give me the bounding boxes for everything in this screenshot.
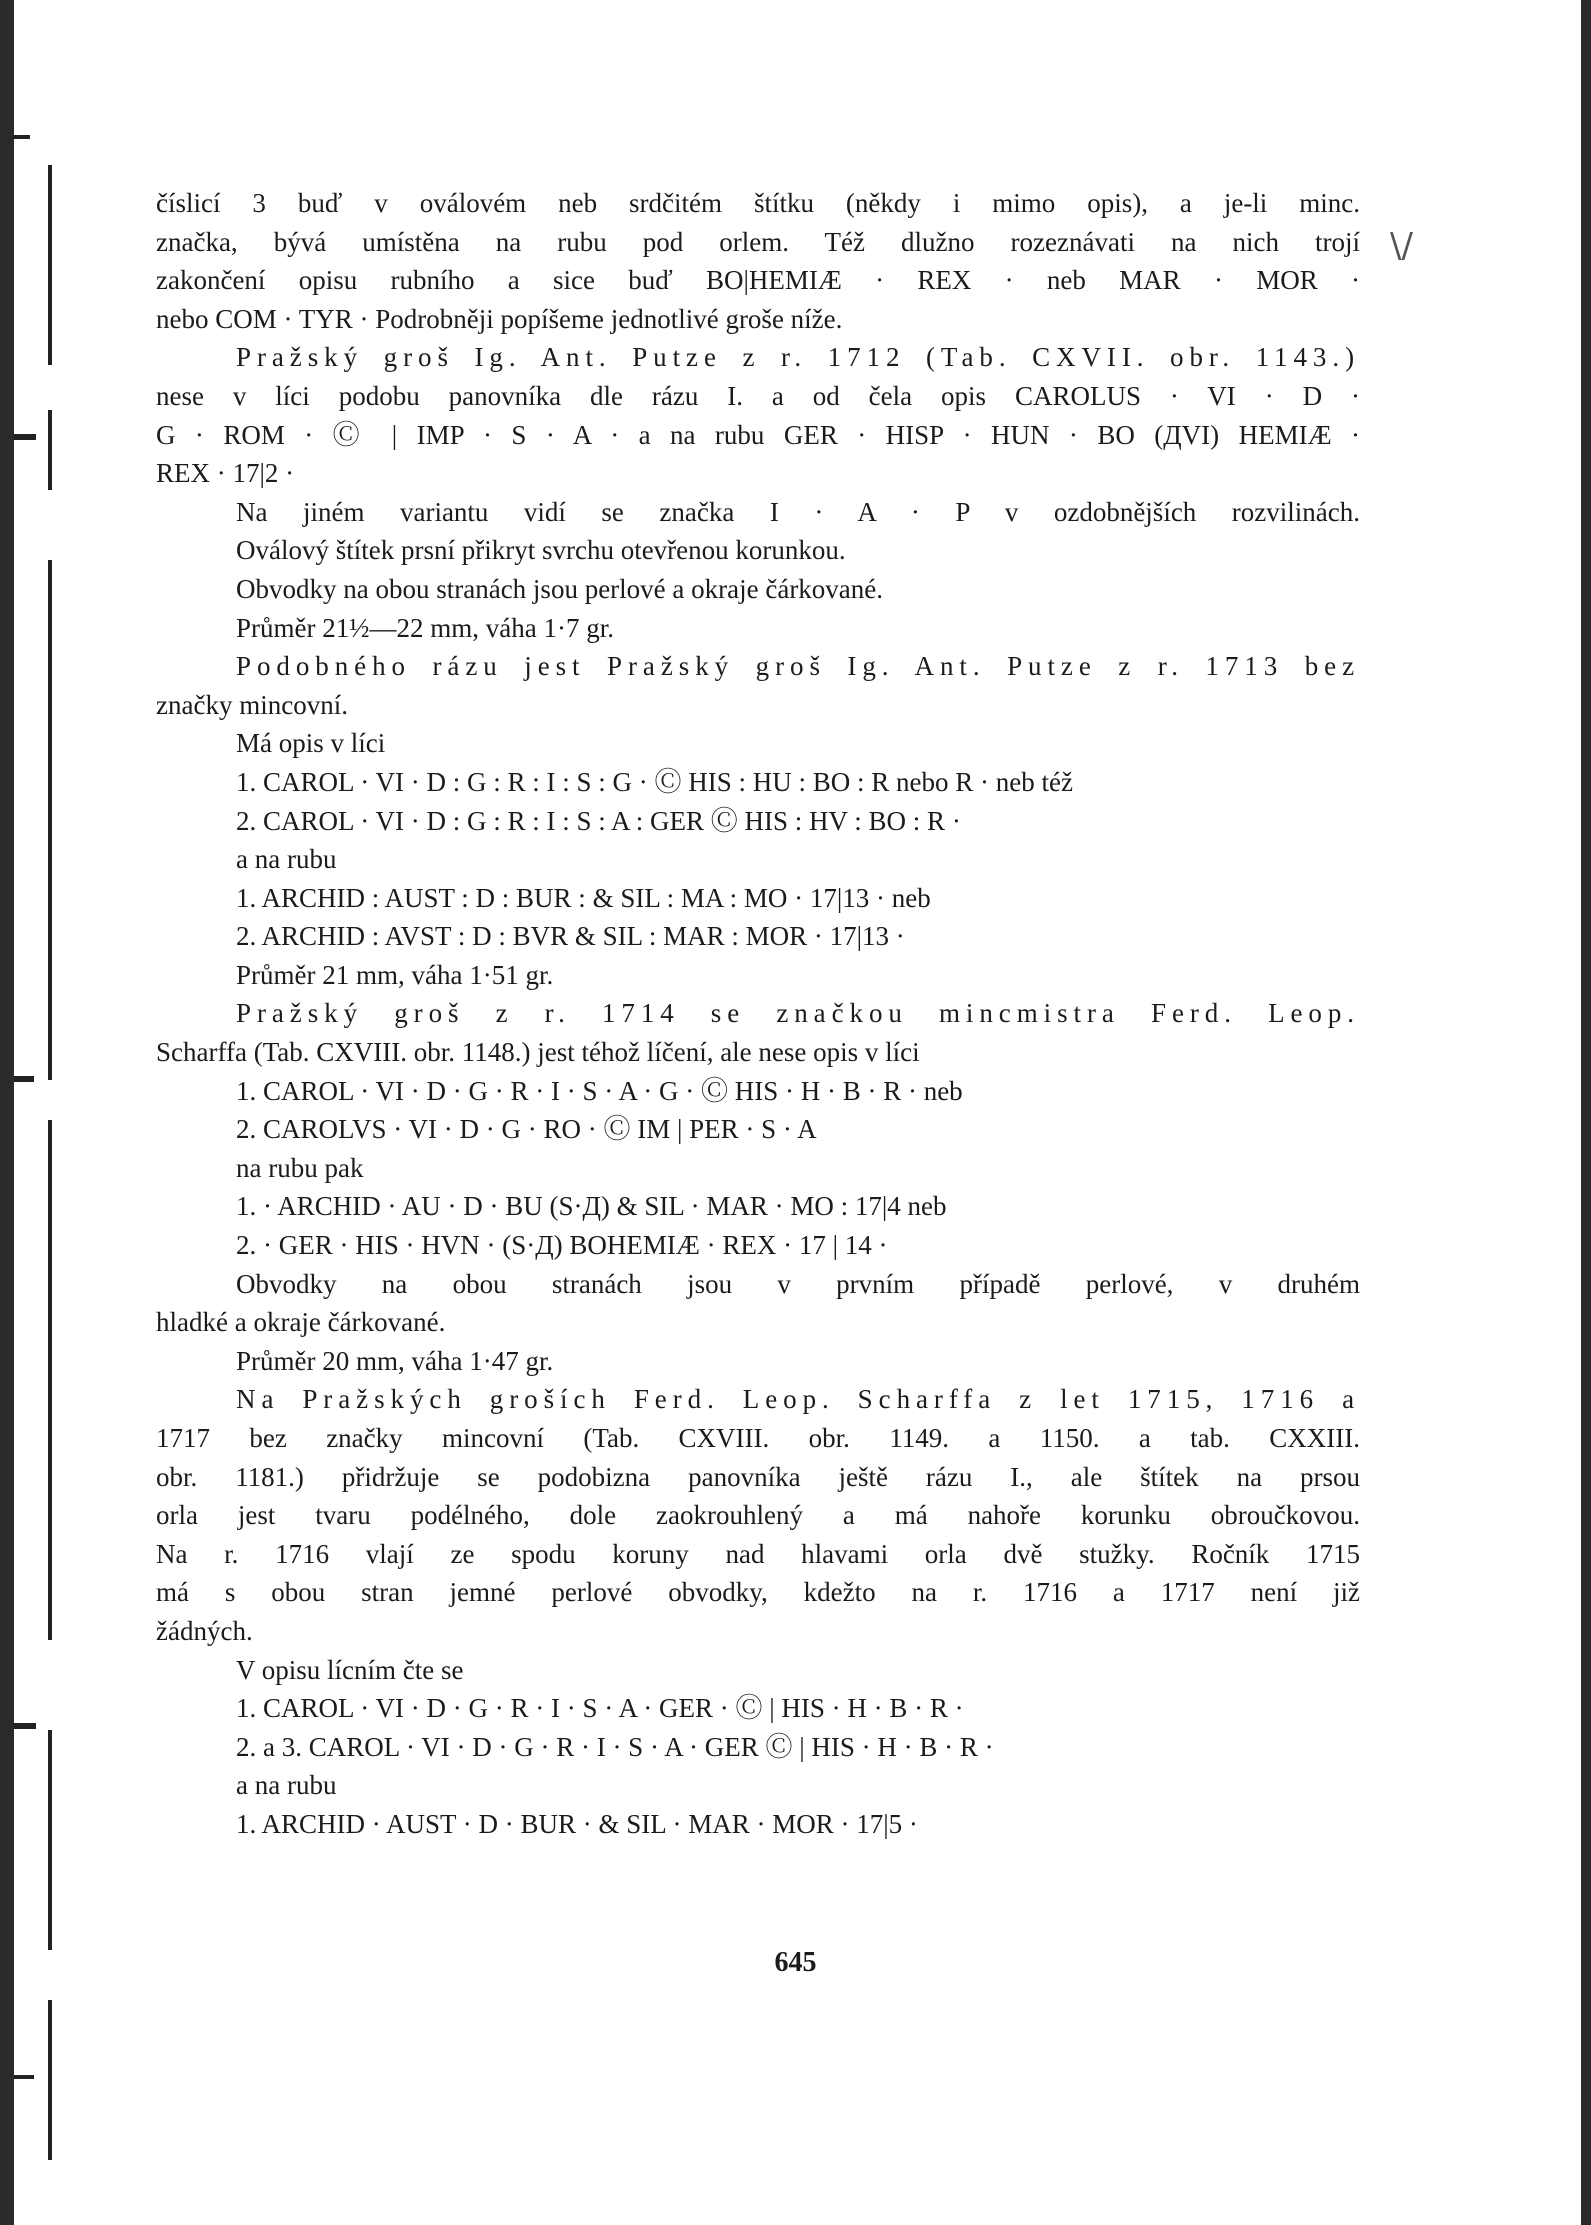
list-item: 2. · GER · HIS · HVN · (S·Д) BOHEMIÆ · REX · 17 | 14 · — [236, 1230, 888, 1261]
text-line: 1717 bez značky mincovní (Tab. CXVIII. obr. 1149. a 1150. a tab. CXXIII. — [156, 1423, 1360, 1453]
text-line: značky mincovní. — [156, 689, 348, 720]
text-line: Scharffa (Tab. CXVIII. obr. 1148.) jest téhož líčení, ale nese opis v líci — [156, 1037, 920, 1068]
text-body — [156, 184, 1360, 1844]
text-line: V opisu lícním čte se — [236, 1654, 464, 1685]
text-line: nebo COM · TYR · Podrobněji popíšeme jednotlivé groše níže. — [156, 303, 843, 334]
list-item: 2. ARCHID : AVST : D : BVR & SIL : MAR : MOR · 17|13 · — [236, 921, 905, 952]
page-edge-left — [0, 0, 14, 2225]
list-item: 2. CAROLVS · VI · D · G · RO · Ⓒ IM | PER · S · A — [236, 1114, 817, 1145]
text-line: Obvodky na obou stranách jsou v prvním případě perlové, v druhém — [236, 1268, 1360, 1299]
text-line: nese v líci podobu panovníka dle rázu I. a od čela opis CAROLUS · VI · D · — [156, 380, 1360, 411]
margin-rule — [48, 2000, 52, 2160]
text-line: a na rubu — [236, 844, 337, 875]
list-item: 2. a 3. CAROL · VI · D · G · R · I · S · A · GER Ⓒ | HIS · H · B · R · — [236, 1731, 994, 1762]
margin-check-mark: \/ — [1390, 226, 1413, 266]
text-line: REX · 17|2 · — [156, 458, 295, 489]
text-line: Má opis v líci — [236, 728, 386, 759]
text-line: číslicí 3 buď v oválovém neb srdčitém štítku (někdy i mimo opis), a je-li minc. — [156, 188, 1360, 218]
text-line — [156, 647, 1360, 686]
text-line: Obvodky na obou stranách jsou perlové a okraje čárkované. — [236, 573, 884, 604]
margin-tick — [14, 2075, 34, 2079]
text-line: G · ROM · Ⓒ | IMP · S · A · a na rubu GER · HISP · HUN · BO (ДVI) HEMIÆ · — [156, 419, 1360, 450]
text-line — [156, 338, 1360, 377]
text-line: žádných. — [156, 1615, 253, 1646]
margin-rule — [48, 560, 52, 1080]
text-line: Průměr 21 mm, váha 1·51 gr. — [236, 959, 554, 990]
text-line: hladké a okraje čárkované. — [156, 1307, 446, 1338]
margin-tick — [14, 434, 36, 440]
page-number: 645 — [774, 1947, 817, 1978]
list-item: 1. ARCHID : AUST : D : BUR : & SIL : MA : MO · 17|13 · neb — [236, 882, 931, 913]
list-item: 1. ARCHID · AUST · D · BUR · & SIL · MAR · MOR · 17|5 · — [236, 1808, 918, 1839]
list-item: 1. CAROL · VI · D : G : R : I : S : G · Ⓒ HIS : HU : BO : R nebo R · neb též — [236, 766, 1073, 797]
text-line: Průměr 20 mm, váha 1·47 gr. — [236, 1345, 554, 1376]
margin-rule — [48, 1730, 52, 1950]
margin-tick — [14, 1076, 34, 1082]
text-line: a na rubu — [236, 1770, 337, 1801]
text-line: Na jiném variantu vidí se značka I · A · P v ozdobnějších rozvilinách. — [236, 496, 1360, 527]
text-line-content: Podobného rázu jest Pražský groš Ig. Ant. Putze z r. 1713 bez — [236, 651, 1360, 682]
text-line: Průměr 21½—22 mm, váha 1·7 gr. — [236, 612, 614, 643]
margin-rule — [48, 410, 52, 490]
list-item: 1. CAROL · VI · D · G · R · I · S · A · G · Ⓒ HIS · H · B · R · neb — [236, 1075, 963, 1106]
page-edge-right — [1581, 0, 1591, 2225]
text-line — [156, 994, 1360, 1033]
text-line: orla jest tvaru podélného, dole zaokrouhlený a má nahoře korunku obroučkovou. — [156, 1500, 1360, 1531]
text-line: má s obou stran jemné perlové obvodky, kdežto na r. 1716 a 1717 není již — [156, 1577, 1360, 1608]
text-line: značka, bývá umístěna na rubu pod orlem. Též dlužno rozeznávati na nich trojí — [156, 226, 1360, 257]
margin-tick — [14, 1723, 36, 1729]
text-line-content: Pražský groš z r. 1714 se značkou mincmistra Ferd. Leop. — [236, 998, 1360, 1029]
text-line: obr. 1181.) přidržuje se podobizna panovníka ještě rázu I., ale štítek na prsou — [156, 1461, 1360, 1492]
text-line: na rubu pak — [236, 1152, 364, 1183]
text-line: Oválový štítek prsní přikryt svrchu otevřenou korunkou. — [236, 535, 846, 566]
margin-tick — [12, 135, 30, 139]
text-line: zakončení opisu rubního a sice buď BO|HEMIÆ · REX · neb MAR · MOR · — [156, 265, 1360, 296]
list-item: 1. CAROL · VI · D · G · R · I · S · A · GER · Ⓒ | HIS · H · B · R · — [236, 1693, 964, 1724]
list-item: 1. · ARCHID · AU · D · BU (S·Д) & SIL · MAR · MO : 17|4 neb — [236, 1191, 947, 1222]
text-line-content: Na Pražských groších Ferd. Leop. Scharffa z let 1715, 1716 a — [236, 1384, 1360, 1415]
text-line — [156, 1380, 1360, 1419]
text-line-content: Pražský groš Ig. Ant. Putze z r. 1712 (Tab. CXVII. obr. 1143.) — [236, 342, 1360, 373]
text-line: Na r. 1716 vlají ze spodu koruny nad hlavami orla dvě stužky. Ročník 1715 — [156, 1538, 1360, 1569]
margin-rule — [48, 165, 52, 365]
list-item: 2. CAROL · VI · D : G : R : I : S : A : GER Ⓒ HIS : HV : BO : R · — [236, 805, 961, 836]
margin-rule — [48, 1120, 52, 1640]
